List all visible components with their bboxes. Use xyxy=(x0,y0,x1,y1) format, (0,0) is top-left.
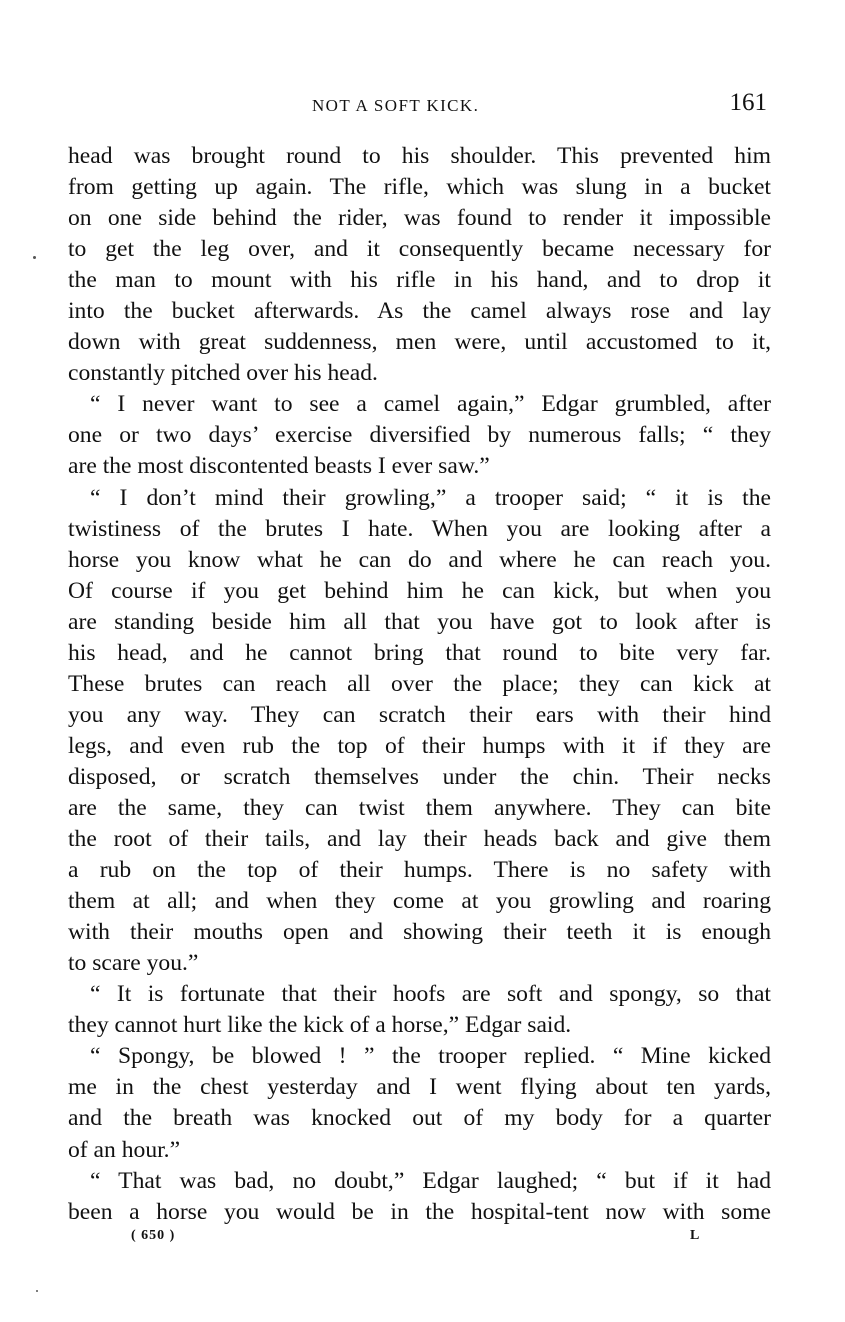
page-number: 161 xyxy=(729,89,767,116)
text-line: “ Spongy, be blowed ! ” the trooper replied. “ Mine kicked xyxy=(90,1043,771,1070)
text-line: his head, and he cannot bring that round to bite very far. xyxy=(68,639,771,666)
text-line: they cannot hurt like the kick of a horse,” Edgar said. xyxy=(68,1012,572,1039)
gathering-letter: L xyxy=(690,1228,700,1243)
printer-signature-mark: ( 650 ) xyxy=(131,1228,176,1243)
text-line: and the breath was knocked out of my body for a quarter xyxy=(68,1105,771,1132)
text-line: from getting up again. The rifle, which was slung in a bucket xyxy=(68,174,771,201)
scan-speck xyxy=(33,256,36,259)
text-line: are standing beside him all that you have got to look after is xyxy=(68,608,771,635)
text-line: constantly pitched over his head. xyxy=(68,360,378,387)
text-line: “ That was bad, no doubt,” Edgar laughed; “ but if it had xyxy=(90,1167,771,1194)
text-line: them at all; and when they come at you growling and roaring xyxy=(68,888,771,915)
running-head xyxy=(68,88,771,122)
text-line: Of course if you get behind him he can kick, but when you xyxy=(68,577,771,604)
text-line: “ I don’t mind their growling,” a trooper said; “ it is the xyxy=(90,484,771,511)
text-line: are the most discontented beasts I ever saw.” xyxy=(68,453,490,480)
page-footer xyxy=(0,1228,845,1248)
text-line: one or two days’ exercise diversified by numerous falls; “ they xyxy=(68,422,771,449)
text-line: you any way. They can scratch their ears with their hind xyxy=(68,701,771,728)
text-line: of an hour.” xyxy=(68,1136,181,1163)
text-line: a rub on the top of their humps. There is no safety with xyxy=(68,857,771,884)
text-line: down with great suddenness, men were, until accustomed to it, xyxy=(68,329,771,356)
text-line: on one side behind the rider, was found to render it impossible xyxy=(68,205,771,232)
text-line: “ It is fortunate that their hoofs are soft and spongy, so that xyxy=(90,981,771,1008)
text-line: with their mouths open and showing their teeth it is enough xyxy=(68,919,771,946)
text-line: legs, and even rub the top of their humps with it if they are xyxy=(68,732,771,759)
text-line: disposed, or scratch themselves under the chin. Their necks xyxy=(68,763,771,790)
text-line: “ I never want to see a camel again,” Edgar grumbled, after xyxy=(90,391,771,418)
text-line: horse you know what he can do and where he can reach you. xyxy=(68,546,771,573)
text-line: me in the chest yesterday and I went flying about ten yards, xyxy=(68,1074,771,1101)
text-line: head was brought round to his shoulder. This prevented him xyxy=(68,143,771,169)
scan-speck xyxy=(36,1290,38,1292)
text-line: into the bucket afterwards. As the camel always rose and lay xyxy=(68,298,771,325)
text-line: are the same, they can twist them anywhere. They can bite xyxy=(68,794,771,821)
text-line: twistiness of the brutes I hate. When you are looking after a xyxy=(68,515,771,542)
text-line: to scare you.” xyxy=(68,950,199,977)
text-line: to get the leg over, and it consequently became necessary for xyxy=(68,236,771,263)
text-line: the root of their tails, and lay their heads back and give them xyxy=(68,826,771,853)
body-text xyxy=(68,141,771,1228)
text-line: These brutes can reach all over the place; they can kick at xyxy=(68,670,771,697)
text-line: been a horse you would be in the hospital-tent now with some xyxy=(68,1198,771,1225)
text-line: the man to mount with his rifle in his hand, and to drop it xyxy=(68,267,771,294)
running-title: NOT A SOFT KICK. xyxy=(312,96,480,115)
